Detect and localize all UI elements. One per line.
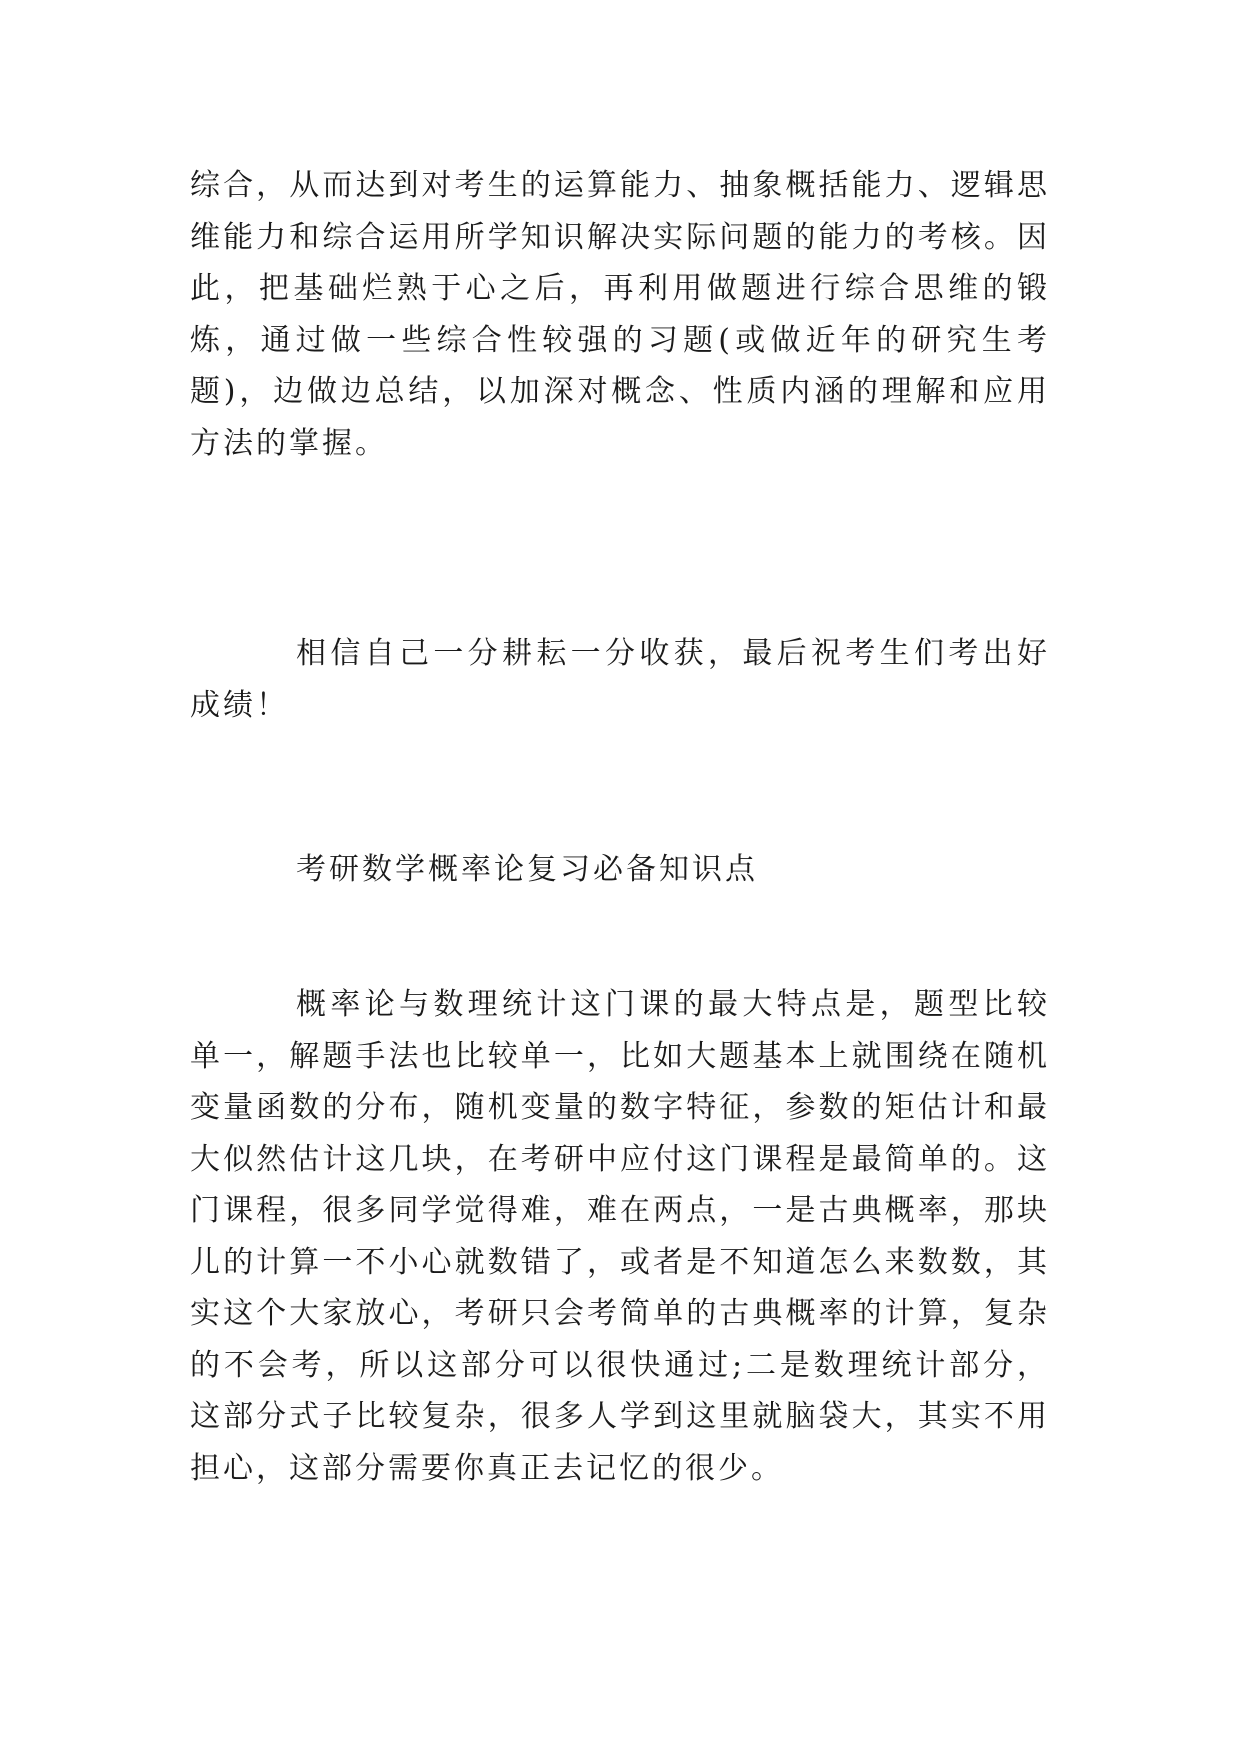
paragraph-study-method: 综合，从而达到对考生的运算能力、抽象概括能力、逻辑思维能力和综合运用所学知识解决实际问题的能力的考核。因此，把基础烂熟于心之后，再利用做题进行综合思维的锻炼，通过做一些综合性较强的习题(或做近年的研究生考题)，边做边总结，以加深对概念、性质内涵的理解和应用方法的掌握。 xyxy=(190,168,1050,461)
section-heading: 考研数学概率论复习必备知识点 xyxy=(296,852,758,887)
paragraph-probability-overview: 概率论与数理统计这门课的最大特点是，题型比较单一，解题手法也比较单一，比如大题基本上就围绕在随机变量函数的分布，随机变量的数字特征，参数的矩估计和最大似然估计这几块，在考研中应付这门课程是最简单的。这门课程，很多同学觉得难，难在两点，一是古典概率，那块儿的计算一不小心就数错了，或者是不知道怎么来数数，其实这个大家放心，考研只会考简单的古典概率的计算，复杂的不会考，所以这部分可以很快通过;二是数理统计部分，这部分式子比较复杂，很多人学到这里就脑袋大，其实不用担心，这部分需要你真正去记忆的很少。 xyxy=(190,987,1050,1486)
paragraph-closing-wish: 相信自己一分耕耘一分收获，最后祝考生们考出好成绩！ xyxy=(190,636,1050,723)
